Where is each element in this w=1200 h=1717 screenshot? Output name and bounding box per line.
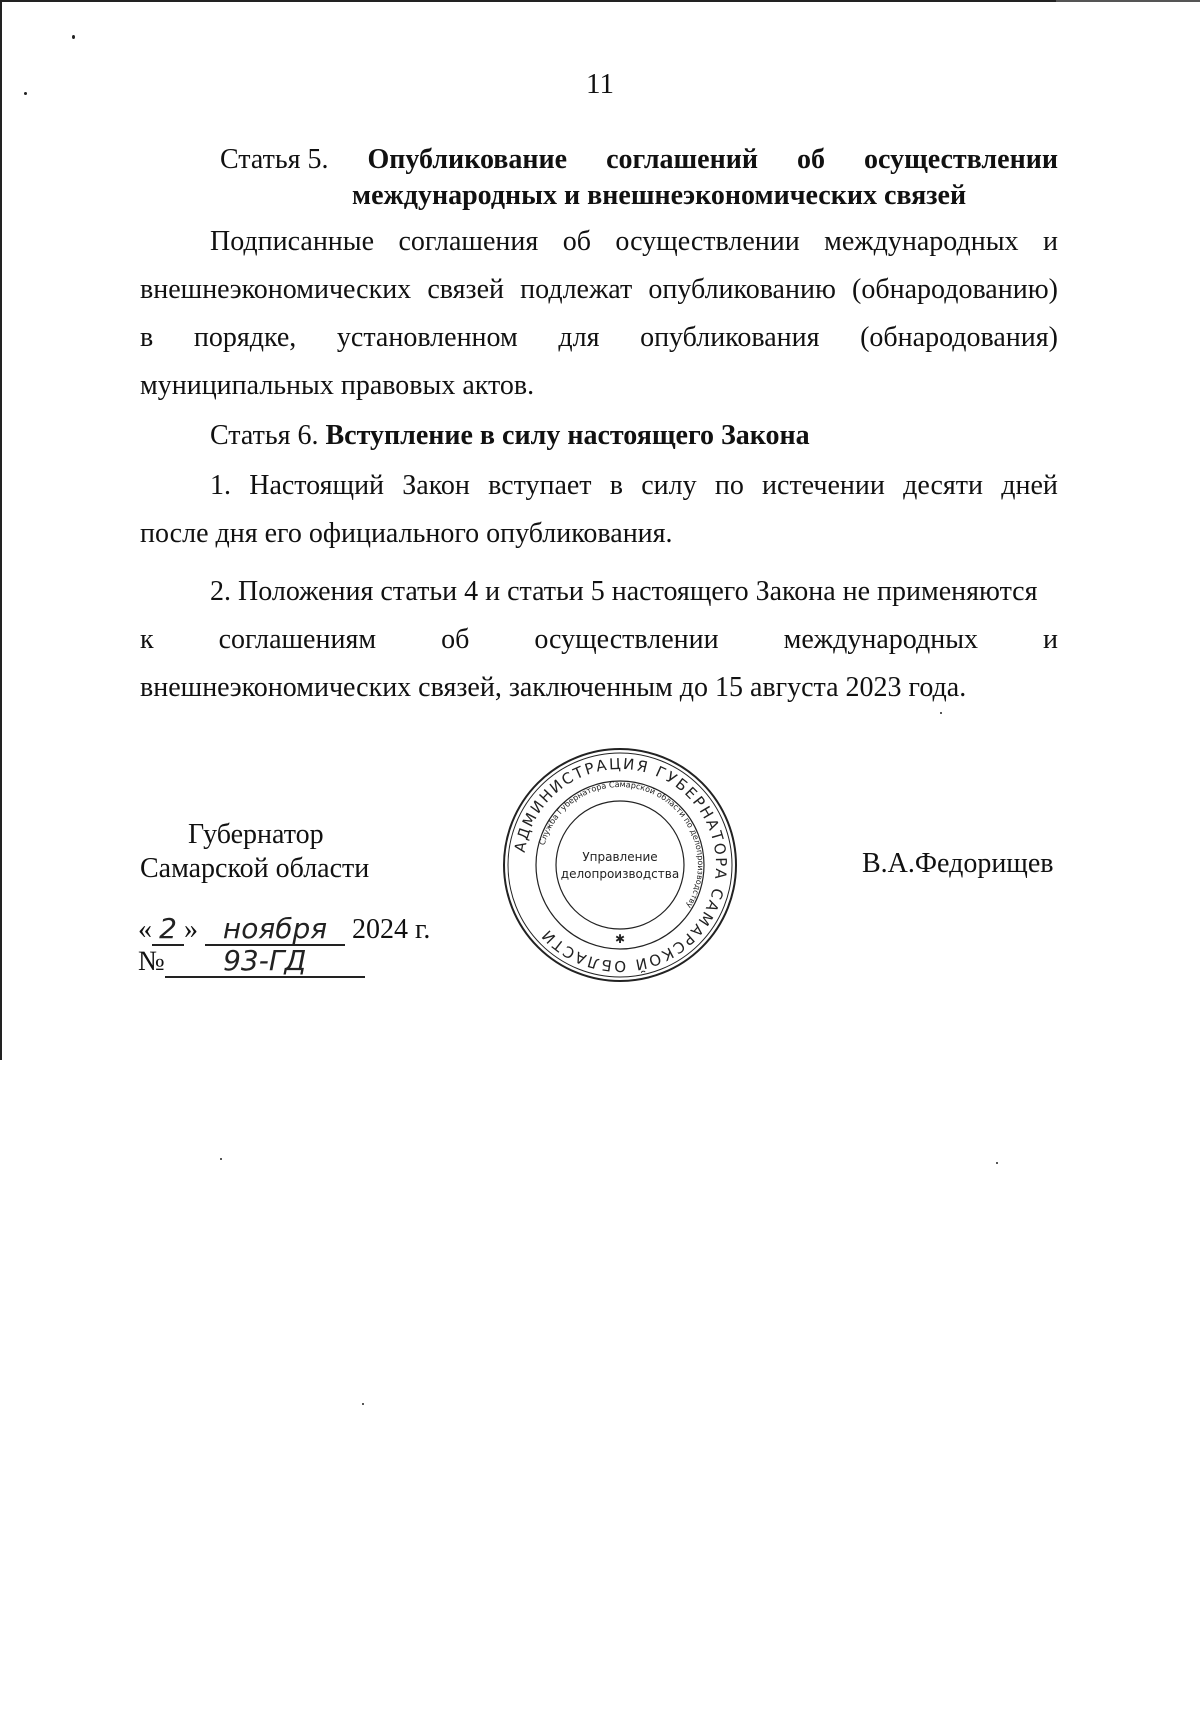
signing-date bbox=[138, 914, 430, 946]
word: опубликованию bbox=[648, 274, 836, 305]
word: (обнародования) bbox=[860, 322, 1058, 353]
date-day: 2 bbox=[152, 914, 184, 946]
word: Подписанные bbox=[210, 226, 375, 257]
word: соглашения bbox=[398, 226, 539, 257]
word: Закон bbox=[402, 470, 470, 501]
signer-name: В.А.Федорищев bbox=[862, 848, 1054, 879]
svg-text:Служба Губернатора Самарской о bbox=[538, 780, 705, 910]
article6-title: Вступление в силу настоящего Закона bbox=[325, 420, 810, 451]
number-label: № bbox=[138, 946, 165, 977]
text-line bbox=[140, 462, 1058, 510]
text-line bbox=[140, 314, 1058, 362]
seal-star-icon: ✱ bbox=[614, 932, 626, 946]
word: вступает bbox=[488, 470, 592, 501]
word: в bbox=[140, 322, 154, 353]
article5-title-line2: международных и внешнеэкономических связей bbox=[352, 180, 967, 211]
text-line: муниципальных правовых актов. bbox=[140, 370, 535, 401]
scan-speck bbox=[72, 35, 75, 39]
article5-title-word: осуществлении bbox=[864, 144, 1058, 175]
date-quote-close: » bbox=[184, 914, 198, 945]
date-quote-open: « bbox=[138, 914, 152, 945]
date-year: 2024 г. bbox=[352, 914, 431, 945]
word: к bbox=[140, 624, 154, 655]
word: международных bbox=[783, 624, 979, 655]
word: об bbox=[441, 624, 470, 655]
text-line bbox=[140, 266, 1058, 314]
word: международных bbox=[824, 226, 1019, 257]
article5-title-word: об bbox=[797, 144, 826, 175]
word: осуществлении bbox=[615, 226, 800, 257]
article6-label: Статья 6. bbox=[210, 420, 319, 451]
article5-label: Статья 5. bbox=[220, 144, 329, 175]
article5-body bbox=[140, 218, 1058, 410]
signatory-position bbox=[140, 818, 369, 886]
scan-edge-top bbox=[0, 0, 1200, 2]
scan-speck bbox=[362, 1403, 364, 1405]
text-line: после дня его официального опубликования. bbox=[140, 518, 673, 549]
article5-heading bbox=[220, 142, 1058, 214]
word: 1. bbox=[210, 470, 231, 501]
seal-center-line: Управление bbox=[582, 850, 658, 864]
word: соглашениям bbox=[218, 624, 377, 655]
word: и bbox=[1043, 226, 1058, 257]
seal-graphic bbox=[500, 745, 740, 985]
word: осуществлении bbox=[534, 624, 719, 655]
scan-edge-left bbox=[0, 0, 2, 1060]
word: дней bbox=[1001, 470, 1058, 501]
word: в bbox=[609, 470, 623, 501]
word: установленном bbox=[336, 322, 518, 353]
word: подлежат bbox=[520, 274, 633, 305]
word: Настоящий bbox=[249, 470, 385, 501]
text-line: 2. Положения статьи 4 и статьи 5 настоящего Закона не применяются bbox=[210, 576, 1038, 607]
scan-speck bbox=[220, 1158, 222, 1160]
seal-inner-text: Служба Губернатора Самарской области по делопроизводству bbox=[537, 779, 706, 910]
word: внешнеэкономических bbox=[140, 274, 412, 305]
word: по bbox=[714, 470, 744, 501]
article6-heading bbox=[210, 418, 810, 454]
word: истечении bbox=[762, 470, 885, 501]
number-value: 93-ГД bbox=[165, 946, 365, 978]
seal-outer-text: АДМИНИСТРАЦИЯ ГУБЕРНАТОРА САМАРСКОЙ ОБЛАСТИ bbox=[510, 754, 731, 976]
official-seal bbox=[500, 745, 740, 985]
word: десяти bbox=[903, 470, 983, 501]
text-line: внешнеэкономических связей, заключенным до 15 августа 2023 года. bbox=[140, 672, 967, 703]
word: связей bbox=[427, 274, 504, 305]
scan-speck bbox=[940, 712, 942, 714]
scan-speck bbox=[996, 1162, 998, 1164]
word: об bbox=[562, 226, 591, 257]
seal-center-line: делопроизводства bbox=[560, 867, 680, 881]
article5-title-word: Опубликование bbox=[367, 144, 568, 175]
date-month: ноября bbox=[205, 914, 345, 946]
page-number: 11 bbox=[586, 68, 614, 100]
word: и bbox=[1043, 624, 1058, 655]
position-line: Самарской области bbox=[140, 853, 370, 884]
article5-title-word: соглашений bbox=[606, 144, 758, 175]
word: для bbox=[558, 322, 600, 353]
word: порядке, bbox=[193, 322, 297, 353]
word: (обнародованию) bbox=[852, 274, 1058, 305]
text-line bbox=[140, 616, 1058, 664]
word: силу bbox=[641, 470, 697, 501]
article6-body bbox=[140, 462, 1058, 712]
word: опубликования bbox=[640, 322, 820, 353]
law-number bbox=[138, 946, 365, 978]
text-line bbox=[140, 218, 1058, 266]
position-line: Губернатор bbox=[188, 819, 324, 850]
